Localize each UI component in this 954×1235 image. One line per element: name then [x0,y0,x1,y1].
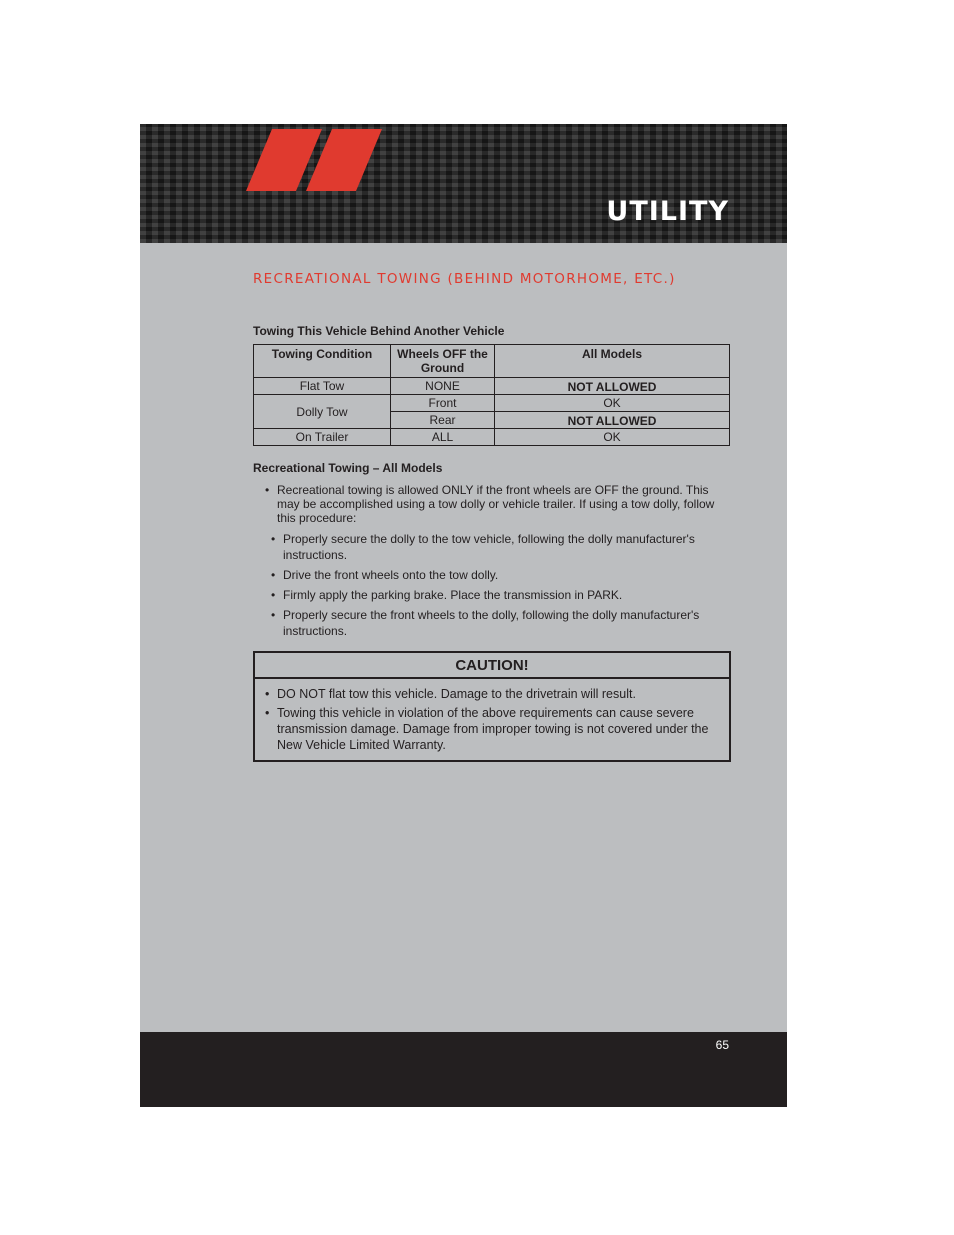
cell-models: NOT ALLOWED [495,412,730,429]
list-item [269,531,731,563]
list-item [263,686,721,702]
caution-box [253,651,731,762]
bullet-icon: • [271,608,276,622]
bullet-icon: • [265,483,270,497]
cell-condition: Flat Tow [254,378,391,395]
cell-condition: On Trailer [254,429,391,446]
caution-text: Towing this vehicle in violation of the above requirements can cause severe transmission damage. Damage from improper towing is not covered under the New Vehicle Limited Warranty. [277,706,709,752]
bullet-icon: • [271,532,276,546]
all-models-heading: Recreational Towing – All Models [253,461,443,475]
cell-models: NOT ALLOWED [495,378,730,395]
procedure-step-text: Properly secure the front wheels to the dolly, following the dolly manufacturer's instructions. [283,608,700,638]
table-header-row [254,345,730,378]
procedure-step-text: Properly secure the dolly to the tow vehicle, following the dolly manufacturer's instructions. [283,532,695,562]
list-item [263,483,733,525]
header-wheels-off: Wheels OFF the Ground [391,345,495,378]
table-row [254,395,730,412]
cell-wheels: NONE [391,378,495,395]
cell-models: OK [495,429,730,446]
procedure-step-text: Drive the front wheels onto the tow dolly. [283,568,499,582]
bullet-icon: • [271,588,276,602]
cell-wheels: Front [391,395,495,412]
cell-wheels: Rear [391,412,495,429]
brand-stripes-logo [244,129,384,191]
bullet-icon: • [265,687,270,701]
list-item [269,607,731,639]
procedure-list [269,531,731,643]
main-bullet-text: Recreational towing is allowed ONLY if the front wheels are OFF the ground. This may be accomplished using a tow dolly or vehicle trailer. If using a tow dolly, follow this procedure: [277,483,715,525]
list-item [269,587,731,603]
bullet-icon: • [271,568,276,582]
bullet-icon: • [265,706,270,720]
page-footer [140,1032,787,1107]
chapter-banner [140,124,787,243]
caution-body [255,679,729,753]
header-towing-condition: Towing Condition [254,345,391,378]
manual-page [140,124,787,1107]
cell-wheels: ALL [391,429,495,446]
list-item [263,705,721,753]
main-bullet-list [263,483,733,525]
towing-table [253,344,730,446]
caution-text: DO NOT flat tow this vehicle. Damage to the drivetrain will result. [277,687,636,701]
cell-condition: Dolly Tow [254,395,391,429]
procedure-step-text: Firmly apply the parking brake. Place the transmission in PARK. [283,588,623,602]
table-row [254,429,730,446]
cell-models: OK [495,395,730,412]
page-number: 65 [715,1038,729,1052]
list-item [269,567,731,583]
header-all-models: All Models [495,345,730,378]
section-title: RECREATIONAL TOWING (BEHIND MOTORHOME, ETC.) [253,271,676,287]
caution-title: CAUTION! [255,653,729,679]
chapter-title: UTILITY [606,196,729,227]
table-row [254,378,730,395]
table-heading: Towing This Vehicle Behind Another Vehicle [253,324,505,338]
